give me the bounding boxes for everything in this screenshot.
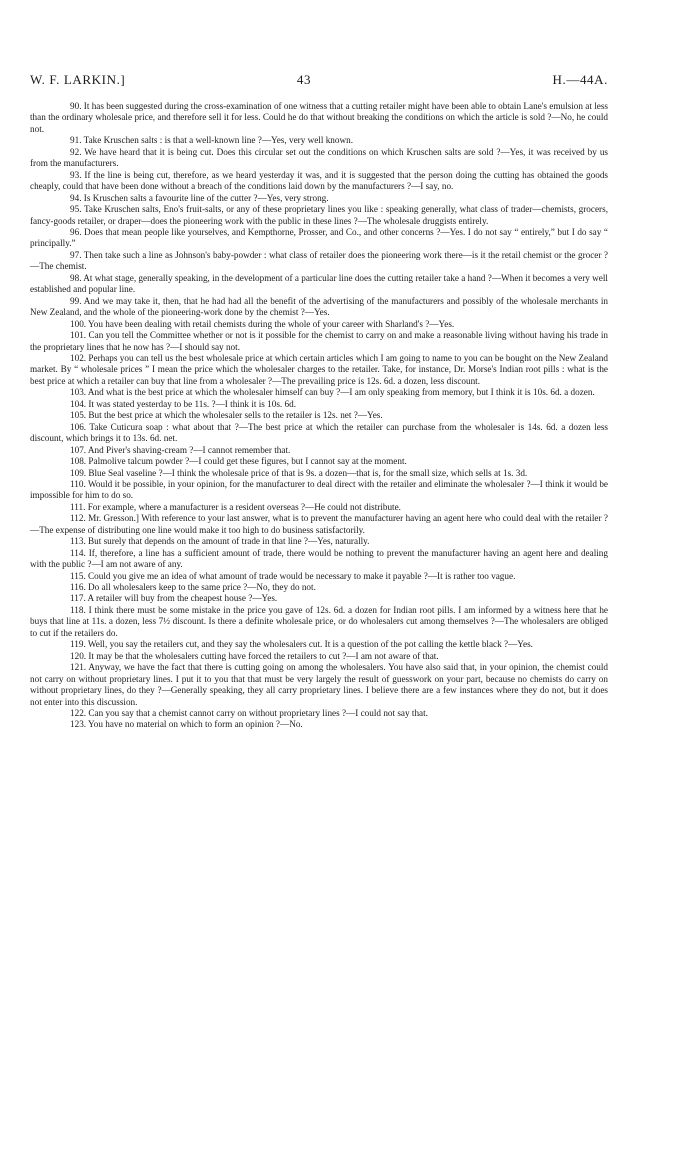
paragraph-104: 104. It was stated yesterday to be 11s. ?—I think it is 10s. 6d.: [70, 398, 296, 409]
paragraph-123: 123. You have no material on which to form an opinion ?—No.: [70, 719, 303, 730]
paragraph-100: 100. You have been dealing with retail chemists during the whole of your career with Sharland's ?—Yes.: [70, 318, 455, 329]
paragraph-110: 110. Would it be possible, in your opinion, for the manufacturer to deal direct with the retailer and eliminate the wholesaler ?—I think it would be impossible for him to do so.: [30, 478, 608, 501]
paragraph-121: 121. Anyway, we have the fact that there is cutting going on among the wholesalers. You have also said that, in your opinion, the chemist could not carry on without proprietary lines. I put it to you that that must be very largely the result of guesswork on your part, because no chemists do carry on without proprietary lines, do they ?—Generally speaking, they all carry proprietary lines. I believe there are a few instances where they do not, but it does not enter into this discussion.: [30, 662, 608, 707]
paragraph-91: 91. Take Kruschen salts : is that a well-known line ?—Yes, very well known.: [70, 135, 354, 146]
paragraph-105: 105. But the best price at which the wholesaler sells to the retailer is 12s. net ?—Yes.: [70, 410, 383, 421]
paragraph-113: 113. But surely that depends on the amount of trade in that line ?—Yes, naturally.: [70, 536, 370, 547]
page-header: [30, 72, 608, 88]
witness-name: W. F. LARKIN.]: [30, 72, 126, 87]
paragraph-116: 116. Do all wholesalers keep to the same price ?—No, they do not.: [70, 582, 316, 593]
paragraph-114: 114. If, therefore, a line has a sufficient amount of trade, there would be nothing to prevent the manufacturer having an agent here and dealing with the public ?—I am not aware of any.: [30, 547, 608, 570]
transcript-body: [30, 101, 608, 731]
paragraph-97: 97. Then take such a line as Johnson's baby-powder : what class of retailer does the pioneering work there—is it the retail chemist or the grocer ?—The chemist.: [30, 249, 608, 272]
paragraph-92: 92. We have heard that it is being cut. Does this circular set out the conditions on which Kruschen salts are sold ?—Yes, it was received by us from the manufacturers.: [30, 146, 608, 169]
paragraph-118: 118. I think there must be some mistake in the price you gave of 12s. 6d. a dozen for Indian root pills. I am informed by a witness here that he buys that line at 11s. a dozen, less 7½ discount. Is there a definite wholesale price, or do wholesalers cut among themselves ?—The wholesalers are obliged to cut if the retailers do.: [30, 604, 608, 638]
paragraph-111: 111. For example, where a manufacturer is a resident overseas ?—He could not distribute.: [70, 501, 401, 512]
paragraph-108: 108. Palmolive talcum powder ?—I could get these figures, but I cannot say at the moment.: [70, 456, 407, 467]
paragraph-99: 99. And we may take it, then, that he had had all the benefit of the advertising of the manufacturers and possibly of the wholesale merchants in New Zealand, and the whole of the pioneering-work done by the chemist ?—Yes.: [30, 295, 608, 318]
paragraph-96: 96. Does that mean people like yourselves, and Kempthorne, Prosser, and Co., and other concerns ?—Yes. I do not say “ entirely,” but I do say “ principally.”: [30, 226, 608, 249]
paragraph-102: 102. Perhaps you can tell us the best wholesale price at which certain articles which I am going to name to you can be bought on the New Zealand market. By “ wholesale prices ” I mean the price which the wholesaler charges to the retailer. Take, for instance, Dr. Morse's Indian root pills : what is the best price at which a retailer can buy that line from a wholesaler ?—The prevailing price is 12s. 6d. a dozen, less discount.: [30, 352, 608, 386]
paragraph-109: 109. Blue Seal vaseline ?—I think the wholesale price of that is 9s. a dozen—that is, for the small size, which sells at 1s. 3d.: [70, 467, 528, 478]
paragraph-90: 90. It has been suggested during the cross-examination of one witness that a cutting retailer might have been able to obtain Lane's emulsion at less than the ordinary wholesale price, and therefore sell it for less. Could he do that without breaking the conditions on which the article is sold ?—No, he could not.: [30, 101, 608, 134]
paragraph-98: 98. At what stage, generally speaking, in the development of a particular line does the cutting retailer take a hand ?—When it becomes a very well established and popular line.: [30, 272, 608, 295]
paragraph-122: 122. Can you say that a chemist cannot carry on without proprietary lines ?—I could not say that.: [70, 708, 428, 719]
document-reference: H.—44A.: [552, 72, 608, 87]
paragraph-112: 112. Mr. Gresson.] With reference to your last answer, what is to prevent the manufacturer having an agent here who could deal with the retailer ?—The expense of distributing one line would make it too high to do business satisfactorily.: [30, 513, 608, 535]
paragraph-95: 95. Take Kruschen salts, Eno's fruit-salts, or any of these proprietary lines you like : speaking generally, what class of trader—chemists, grocers, fancy-goods retailer, or draper—does the pioneering work with the public in these lines ?—The wholesale druggists entirely.: [30, 204, 608, 226]
paragraph-115: 115. Could you give me an idea of what amount of trade would be necessary to make it payable ?—It is rather too vague.: [70, 570, 516, 581]
paragraph-119: 119. Well, you say the retailers cut, and they say the wholesalers cut. It is a question of the pot calling the kettle black ?—Yes.: [70, 639, 533, 650]
paragraph-103: 103. And what is the best price at which the wholesaler himself can buy ?—I am only speaking from memory, but I think it is 10s. 6d. a dozen.: [70, 387, 595, 398]
paragraph-120: 120. It may be that the wholesalers cutting have forced the retailers to cut ?—I am not aware of that.: [70, 650, 439, 661]
paragraph-94: 94. Is Kruschen salts a favourite line of the cutter ?—Yes, very strong.: [70, 192, 329, 203]
paragraph-106: 106. Take Cuticura soap : what about that ?—The best price at which the retailer can purchase from the wholesaler is 14s. 6d. a dozen less discount, which brings it to 13s. 6d. net.: [30, 421, 608, 444]
paragraph-107: 107. And Piver's shaving-cream ?—I cannot remember that.: [70, 444, 291, 455]
paragraph-101: 101. Can you tell the Committee whether or not is it possible for the chemist to carry on and make a reasonable living without having his trade in the proprietary lines that he now has ?—I should say not.: [30, 330, 608, 352]
paragraph-93: 93. If the line is being cut, therefore, as we heard yesterday it was, and it is suggested that the person doing the cutting has obtained the goods cheaply, could that have been done without a breach of the conditions laid down by the manufacturers ?—I say, no.: [30, 169, 608, 192]
page-number: 43: [296, 72, 312, 87]
paragraph-117: 117. A retailer will buy from the cheapest house ?—Yes.: [70, 593, 278, 604]
